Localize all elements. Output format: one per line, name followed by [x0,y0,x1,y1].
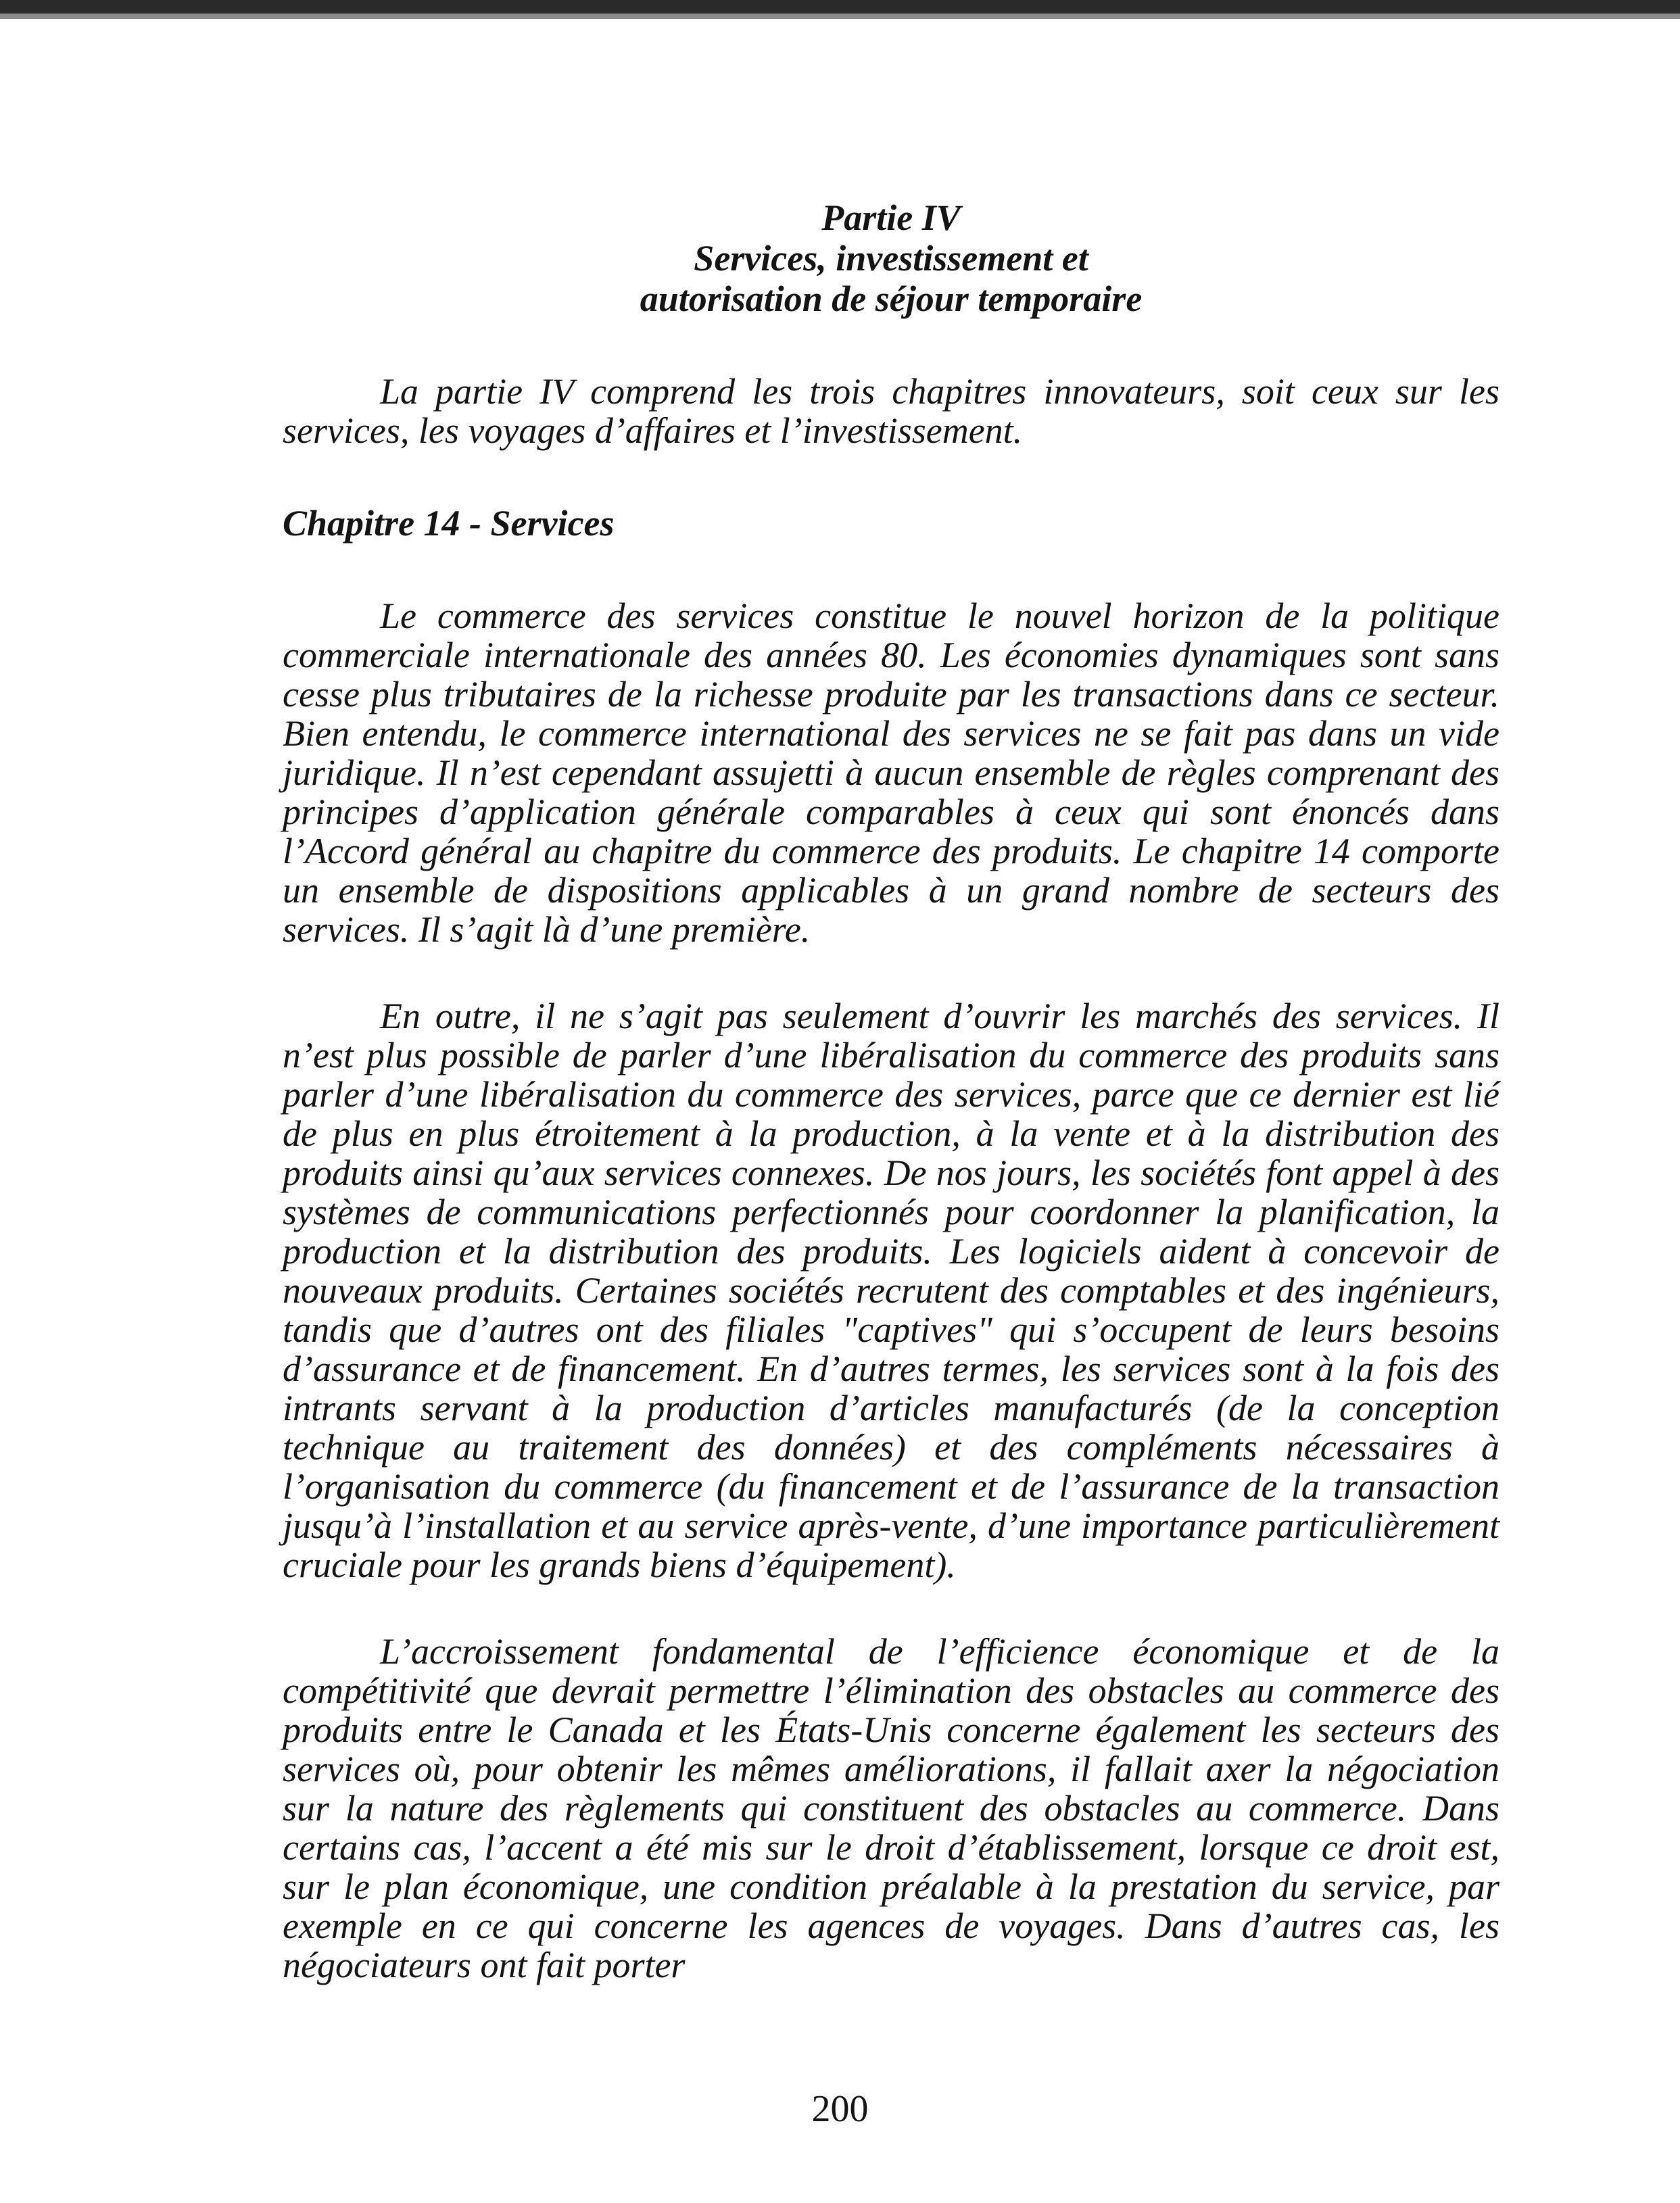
part-subtitle-line-2: autorisation de séjour temporaire [640,279,1143,319]
paragraph-3: L’accroissement fondamental de l’efficience économique et de la compétitivité que devrait permettre l’élimination des obstacles au commerce des produits entre le Canada et les États-Unis concerne également les secteurs des services où, pour obtenir les mêmes améliorations, il fallait axer la négociation sur la nature des règlements qui constituent des obstacles au commerce. Dans certains cas, l’accent a été mis sur le droit d’établissement, lorsque ce droit est, sur le plan économique, une condition préalable à la prestation du service, par exemple en ce qui concerne les agences de voyages. Dans d’autres cas, les négociateurs ont fait porter [283,1631,1499,1985]
scan-top-edge-shadow [0,14,1680,19]
part-title: Partie IV [821,197,961,238]
part-title-block [283,197,1499,319]
chapter-heading: Chapitre 14 - Services [283,503,615,543]
scan-top-edge [0,0,1680,14]
paragraph-2: En outre, il ne s’agit pas seulement d’ouvrir les marchés des services. Il n’est plus possible de parler d’une libéralisation du commerce des produits sans parler d’une libéralisation du commerce des services, parce que ce dernier est lié de plus en plus étroitement à la production, à la vente et à la distribution des produits ainsi qu’aux services connexes. De nos jours, les sociétés font appel à des systèmes de communications perfectionnés pour coordonner la planification, la production et la distribution des produits. Les logiciels aident à concevoir de nouveaux produits. Certaines sociétés recrutent des comptables et des ingénieurs, tandis que d’autres ont des filiales "captives" qui s’occupent de leurs besoins d’assurance et de financement. En d’autres termes, les services sont à la fois des intrants servant à la production d’articles manufacturés (de la conception technique au traitement des données) et des compléments nécessaires à l’organisation du commerce (du financement et de l’assurance de la transaction jusqu’à l’installation et au service après-vente, d’une importance particulièrement cruciale pour les grands biens d’équipement). [283,996,1499,1585]
intro-paragraph: La partie IV comprend les trois chapitres innovateurs, soit ceux sur les services, les voyages d’affaires et l’investissement. [283,371,1499,451]
part-subtitle-line-1: Services, investissement et [694,238,1088,279]
page-number: 200 [811,2088,869,2130]
paragraph-1: Le commerce des services constitue le nouvel horizon de la politique commerciale internationale des années 80. Les économies dynamiques sont sans cesse plus tributaires de la richesse produite par les transactions dans ce secteur. Bien entendu, le commerce international des services ne se fait pas dans un vide juridique. Il n’est cependant assujetti à aucun ensemble de règles comprenant des principes d’application générale comparables à ceux qui sont énoncés dans l’Accord général au chapitre du commerce des produits. Le chapitre 14 comporte un ensemble de dispositions applicables à un grand nombre de secteurs des services. Il s’agit là d’une première. [283,596,1499,950]
document-page [283,197,1499,1985]
